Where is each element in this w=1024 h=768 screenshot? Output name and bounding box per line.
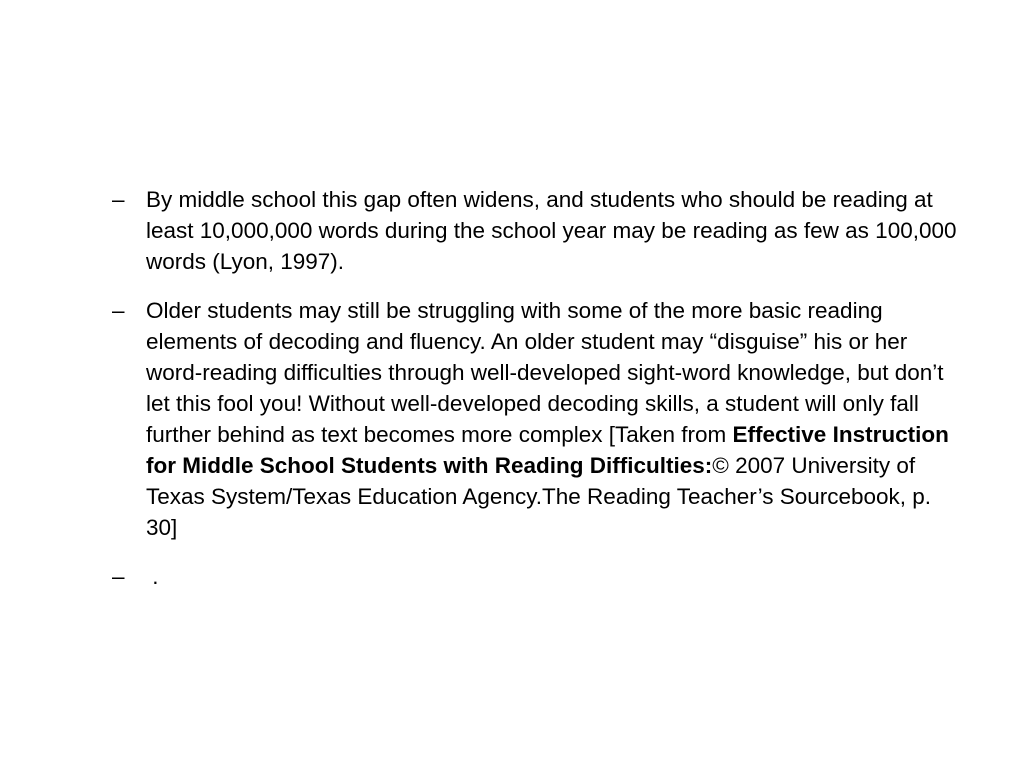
bullet-item xyxy=(112,184,962,277)
bullet-list xyxy=(112,184,962,610)
bullet-dash: – xyxy=(112,298,125,323)
bullet-text-before-bold: Older students may still be struggling with some of the more basic reading elements of decoding and fluency. An older student may “disguise” his or her word-reading difficulties through well-developed sight-word knowledge, but don’t let this fool you! Without well-developed decoding skills, a student will only fall further behind as text becomes more complex [Taken from xyxy=(146,298,944,447)
bullet-bold-title: Effective Instruction for Middle School Students with Reading Difficulties: xyxy=(146,422,949,478)
bullet-item xyxy=(112,295,962,543)
bullet-text-after-bold: © 2007 University of Texas System/Texas Education Agency.The Reading Teacher’s Sourcebook, p. 30] xyxy=(146,453,932,540)
bullet-dash: – xyxy=(112,564,125,589)
bullet-item xyxy=(112,561,962,592)
bullet-text: . xyxy=(146,564,159,589)
bullet-dash: – xyxy=(112,187,125,212)
bullet-text: By middle school this gap often widens, and students who should be reading at least 10,000,000 words during the school year may be reading as few as 100,000 words (Lyon, 1997). xyxy=(146,187,957,274)
